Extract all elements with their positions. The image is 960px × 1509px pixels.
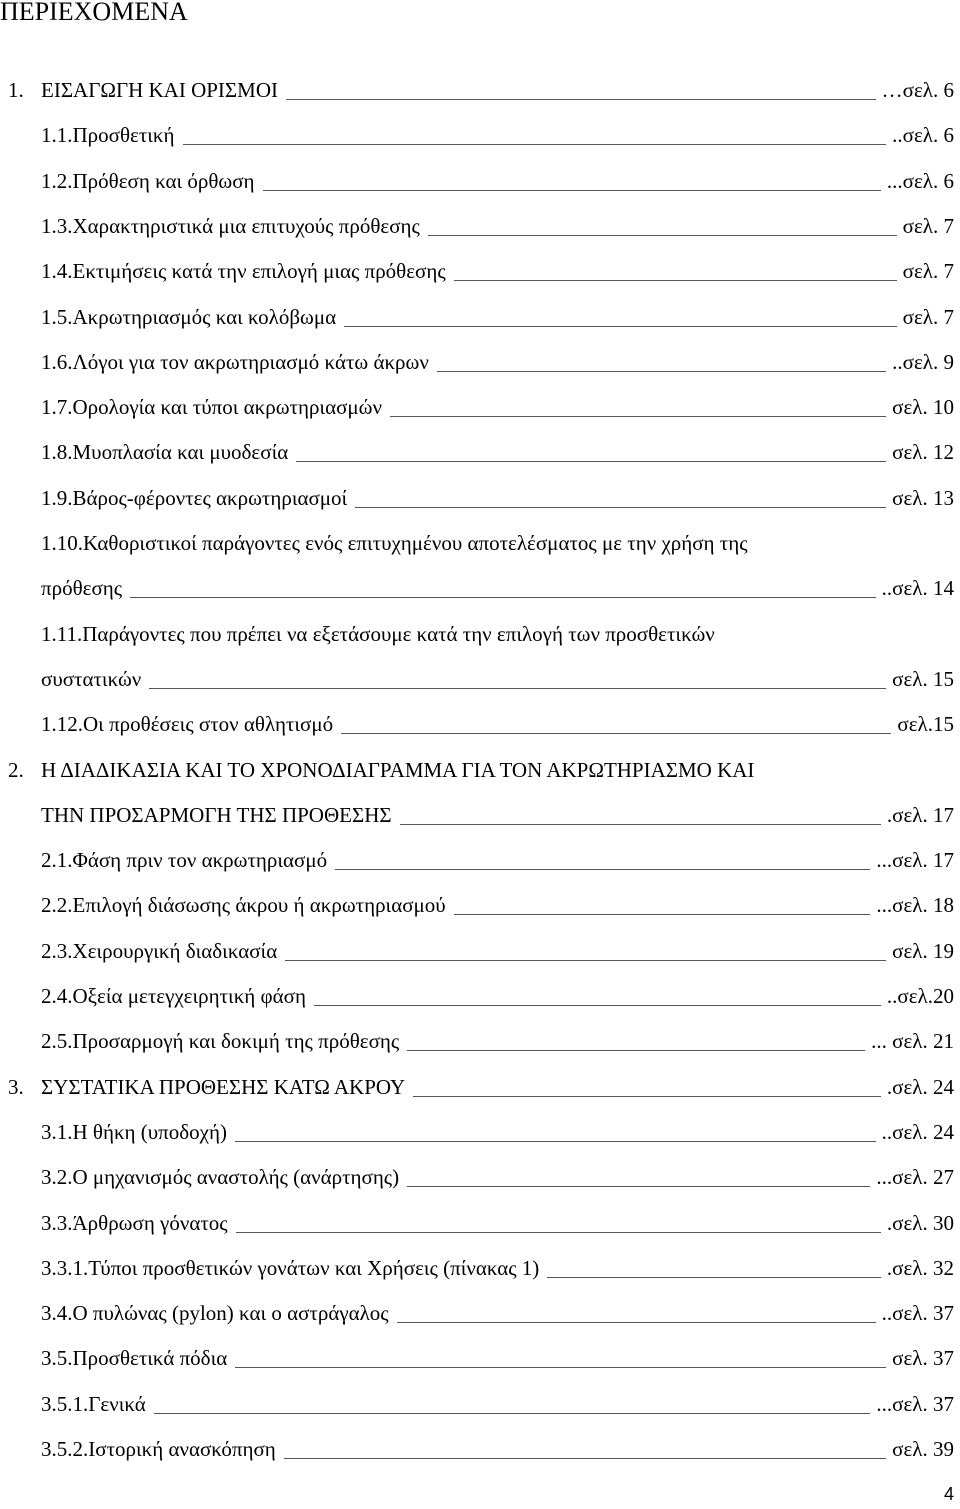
toc-entry bbox=[0, 1117, 960, 1147]
toc-entry-title: 1.1.Προσθετική bbox=[41, 123, 175, 148]
toc-leader-line bbox=[407, 1186, 870, 1187]
toc-leader-line bbox=[407, 1050, 865, 1051]
toc-entry bbox=[0, 755, 960, 785]
toc-leader-line bbox=[130, 597, 876, 598]
toc-entry-page: σελ. 7 bbox=[902, 213, 954, 238]
toc-entry-title: 3.1.Η θήκη (υποδοχή) bbox=[41, 1119, 227, 1144]
toc-entry-title: 3.5.Προσθετικά πόδια bbox=[41, 1346, 228, 1371]
toc-entry bbox=[0, 166, 960, 196]
toc-entry bbox=[0, 800, 960, 830]
toc-entry-title: συστατικών bbox=[41, 666, 142, 691]
toc-leader-line bbox=[437, 371, 886, 372]
toc-entry bbox=[0, 573, 960, 603]
toc-entry-title: 1.6.Λόγοι για τον ακρωτηριασμό κάτω άκρων bbox=[41, 349, 429, 374]
toc-entry-page: ...σελ. 27 bbox=[876, 1165, 954, 1190]
toc-entry bbox=[0, 1162, 960, 1192]
toc-entry bbox=[0, 1343, 960, 1373]
toc-leader-line bbox=[286, 99, 876, 100]
toc-entry-page: σελ. 39 bbox=[892, 1437, 954, 1461]
toc-entry-title: 2.1.Φάση πριν τον ακρωτηριασμό bbox=[41, 848, 328, 873]
toc-leader-line bbox=[335, 869, 870, 870]
toc-entry-page: ..σελ. 9 bbox=[892, 349, 954, 374]
toc-entry bbox=[0, 392, 960, 422]
toc-entry-page: σελ. 7 bbox=[902, 304, 954, 329]
toc-entry bbox=[0, 709, 960, 739]
toc-entry bbox=[0, 302, 960, 332]
toc-leader-line bbox=[235, 1367, 886, 1368]
toc-entry-page: σελ. 37 bbox=[892, 1346, 954, 1371]
toc-entry-title: 1.10.Καθοριστικοί παράγοντες ενός επιτυχημένου αποτελέσματος με την χρήση της bbox=[41, 531, 748, 555]
toc-entry-page: .σελ. 24 bbox=[886, 1074, 954, 1099]
toc-entry-title: 2.3.Χειρουργική διαδικασία bbox=[41, 938, 278, 963]
toc-leader-line bbox=[341, 733, 891, 734]
toc-entry-page: σελ. 12 bbox=[892, 440, 954, 465]
toc-entry-page: ..σελ. 14 bbox=[881, 576, 954, 601]
toc-leader-line bbox=[263, 190, 881, 191]
toc-entry bbox=[0, 483, 960, 513]
toc-entry-title: 1.12.Οι προθέσεις στον αθλητισμό bbox=[41, 712, 334, 737]
toc-entry-title: ΣΥΣΤΑΤΙΚΑ ΠΡΟΘΕΣΗΣ ΚΑΤΩ ΑΚΡΟΥ bbox=[41, 1074, 406, 1099]
toc-entry-page: ..σελ.20 bbox=[886, 984, 954, 1008]
toc-entry-title: Η ΔΙΑΔΙΚΑΣΙΑ ΚΑΙ ΤΟ ΧΡΟΝΟΔΙΑΓΡΑΜΜΑ ΓΙΑ ΤΟΝ ΑΚΡΩΤΗΡΙΑΣΜΟ ΚΑΙ bbox=[41, 757, 755, 782]
toc-entry-page: ...σελ. 37 bbox=[876, 1391, 954, 1416]
toc-leader-line bbox=[154, 1413, 870, 1414]
toc-leader-line bbox=[235, 1141, 876, 1142]
toc-entry bbox=[0, 619, 960, 649]
toc-leader-line bbox=[413, 1096, 881, 1097]
toc-entry-title: 1.5.Ακρωτηριασμός και κολόβωμα bbox=[41, 304, 337, 329]
toc-entry-page: ...σελ. 6 bbox=[886, 168, 954, 193]
toc-entry-page: ..σελ. 24 bbox=[881, 1119, 954, 1144]
toc-entry-number: 1. bbox=[8, 78, 24, 102]
toc-leader-line bbox=[344, 326, 897, 327]
toc-entry bbox=[0, 1208, 960, 1238]
toc-leader-line bbox=[547, 1277, 881, 1278]
toc-leader-line bbox=[397, 1322, 876, 1323]
toc-entry-page: σελ. 13 bbox=[892, 485, 954, 510]
toc-entry-number: 2. bbox=[8, 757, 24, 782]
toc-leader-line bbox=[236, 1232, 881, 1233]
toc-entry-title: 1.11.Παράγοντες που πρέπει να εξετάσουμε κατά την επιλογή των προσθετικών bbox=[41, 621, 715, 646]
toc-entry bbox=[0, 75, 960, 105]
toc-entry bbox=[0, 1072, 960, 1102]
toc-leader-line bbox=[428, 235, 897, 236]
toc-entry bbox=[0, 1253, 960, 1283]
toc-entry-title: 1.4.Εκτιμήσεις κατά την επιλογή μιας πρόθεσης bbox=[41, 259, 446, 284]
toc-leader-line bbox=[149, 688, 886, 689]
toc-entry bbox=[0, 1434, 960, 1464]
toc-entry-title: 3.5.2.Ιστορική ανασκόπηση bbox=[41, 1437, 276, 1461]
toc-entry-title: 1.2.Πρόθεση και όρθωση bbox=[41, 168, 255, 193]
toc-entry bbox=[0, 981, 960, 1011]
toc-entry-page: ...σελ. 17 bbox=[876, 848, 954, 873]
toc-entry-page: ...σελ. 18 bbox=[876, 893, 954, 918]
toc-entry bbox=[0, 1389, 960, 1419]
toc-entry-title: πρόθεσης bbox=[41, 576, 123, 601]
toc-entry-title: 2.4.Οξεία μετεγχειρητική φάση bbox=[41, 984, 306, 1008]
toc-entry-page: .σελ. 30 bbox=[886, 1210, 954, 1235]
toc-entry-page: ... σελ. 21 bbox=[871, 1029, 954, 1054]
toc-leader-line bbox=[390, 416, 886, 417]
toc-entry-page: σελ. 7 bbox=[902, 259, 954, 284]
toc-entry bbox=[0, 1026, 960, 1056]
toc-leader-line bbox=[183, 144, 886, 145]
toc-entry-title: 1.7.Ορολογία και τύποι ακρωτηριασμών bbox=[41, 395, 382, 420]
toc-leader-line bbox=[296, 461, 886, 462]
toc-entry-title: 1.9.Βάρος-φέροντες ακρωτηριασμοί bbox=[41, 485, 348, 510]
toc-leader-line bbox=[400, 824, 881, 825]
toc-leader-line bbox=[355, 507, 886, 508]
toc-entry bbox=[0, 664, 960, 694]
toc-entry-title: ΕΙΣΑΓΩΓΗ ΚΑΙ ΟΡΙΣΜΟΙ bbox=[41, 78, 278, 102]
toc-entry bbox=[0, 256, 960, 286]
toc-entry bbox=[0, 347, 960, 377]
toc-entry bbox=[0, 936, 960, 966]
toc-entry-page: σελ.15 bbox=[897, 712, 954, 737]
toc-leader-line bbox=[285, 960, 886, 961]
toc-entry bbox=[0, 437, 960, 467]
toc-entry-title: 3.2.Ο μηχανισμός αναστολής (ανάρτησης) bbox=[41, 1165, 400, 1190]
toc-entry bbox=[0, 211, 960, 241]
toc-entry bbox=[0, 528, 960, 558]
toc-entry-page: σελ. 19 bbox=[892, 938, 954, 963]
toc-entry-page: σελ. 15 bbox=[892, 666, 954, 691]
toc-entry-page: ..σελ. 37 bbox=[881, 1301, 954, 1326]
toc-entry-title: 3.4.Ο πυλώνας (pylon) και ο αστράγαλος bbox=[41, 1301, 389, 1326]
toc-entry-page: σελ. 10 bbox=[892, 395, 954, 420]
toc-entry bbox=[0, 120, 960, 150]
toc-entry-title: 3.3.1.Τύποι προσθετικών γονάτων και Χρήσεις (πίνακας 1) bbox=[41, 1255, 540, 1280]
toc-leader-line bbox=[454, 914, 870, 915]
toc-heading: ΠΕΡΙΕΧΟΜΕΝΑ bbox=[0, 0, 188, 26]
toc-entry-page: …σελ. 6 bbox=[881, 78, 954, 102]
toc-entry-title: 1.8.Μυοπλασία και μυοδεσία bbox=[41, 440, 289, 465]
toc-entry-page: .σελ. 17 bbox=[886, 802, 954, 827]
toc-entry-title: 2.2.Επιλογή διάσωσης άκρου ή ακρωτηριασμού bbox=[41, 893, 446, 918]
toc-entry-title: 3.3.Άρθρωση γόνατος bbox=[41, 1210, 228, 1235]
toc-entry-title: 2.5.Προσαρμογή και δοκιμή της πρόθεσης bbox=[41, 1029, 400, 1054]
toc-leader-line bbox=[284, 1458, 886, 1459]
page-number: 4 bbox=[943, 1484, 954, 1504]
toc-entry-number: 3. bbox=[8, 1074, 24, 1099]
toc-entry bbox=[0, 1298, 960, 1328]
toc-entry bbox=[0, 845, 960, 875]
toc-entry-page: .σελ. 32 bbox=[886, 1255, 954, 1280]
toc-entry bbox=[0, 890, 960, 920]
toc-leader-line bbox=[454, 280, 897, 281]
toc-entry-title: 1.3.Χαρακτηριστικά μια επιτυχούς πρόθεσης bbox=[41, 213, 420, 238]
toc-entry-page: ..σελ. 6 bbox=[892, 123, 954, 148]
toc-entry-title: ΤΗΝ ΠΡΟΣΑΡΜΟΓΗ ΤΗΣ ΠΡΟΘΕΣΗΣ bbox=[41, 802, 392, 827]
toc-entry-title: 3.5.1.Γενικά bbox=[41, 1391, 146, 1416]
toc-leader-line bbox=[314, 1005, 881, 1006]
